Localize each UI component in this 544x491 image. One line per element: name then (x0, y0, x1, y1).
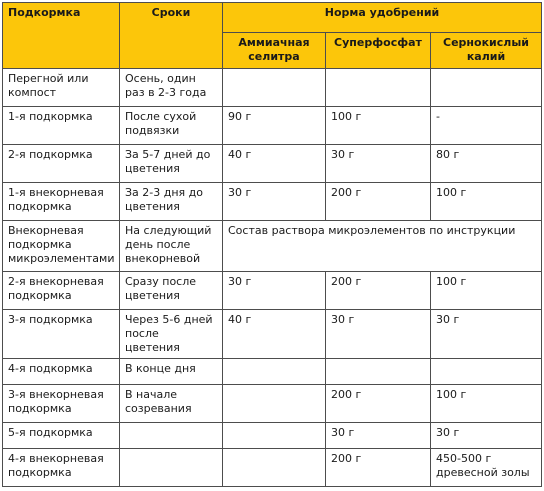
cell-superphosphate: 200 г (326, 448, 431, 486)
cell-potassium-sulfate: 100 г (431, 183, 542, 221)
cell-timing: Осень, один раз в 2-3 года (120, 69, 223, 107)
cell-ammonium-nitrate (223, 384, 326, 422)
cell-ammonium-nitrate: 30 г (223, 183, 326, 221)
cell-feeding: 2-я подкормка (3, 145, 120, 183)
cell-potassium-sulfate: 80 г (431, 145, 542, 183)
cell-ammonium-nitrate (223, 69, 326, 107)
cell-potassium-sulfate: 450-500 г древесной золы (431, 448, 542, 486)
header-ammonium-nitrate: Аммиачная селитра (223, 33, 326, 69)
cell-feeding: 4-я внекорневая подкормка (3, 448, 120, 486)
header-superphosphate: Суперфосфат (326, 33, 431, 69)
cell-feeding: 5-я подкормка (3, 423, 120, 449)
cell-ammonium-nitrate: 30 г (223, 271, 326, 309)
cell-timing (120, 448, 223, 486)
cell-timing: На следующий день после внекорневой (120, 221, 223, 271)
cell-superphosphate (326, 359, 431, 385)
table-row (3, 145, 542, 183)
cell-ammonium-nitrate: 90 г (223, 107, 326, 145)
cell-ammonium-nitrate (223, 359, 326, 385)
cell-potassium-sulfate: 100 г (431, 271, 542, 309)
fertilizer-table (2, 2, 542, 487)
cell-ammonium-nitrate: 40 г (223, 309, 326, 358)
cell-superphosphate (326, 69, 431, 107)
cell-superphosphate: 30 г (326, 145, 431, 183)
table-row (3, 107, 542, 145)
cell-potassium-sulfate (431, 69, 542, 107)
cell-feeding: Внекорневая подкормка микроэлементами (3, 221, 120, 271)
cell-superphosphate: 200 г (326, 271, 431, 309)
cell-timing (120, 423, 223, 449)
cell-timing: За 2-3 дня до цветения (120, 183, 223, 221)
cell-potassium-sulfate: 100 г (431, 384, 542, 422)
table-row (3, 271, 542, 309)
table-header (3, 3, 542, 69)
table-row (3, 183, 542, 221)
cell-potassium-sulfate: 30 г (431, 423, 542, 449)
header-timing: Сроки (120, 3, 223, 69)
table-row (3, 423, 542, 449)
cell-timing: Сразу после цветения (120, 271, 223, 309)
header-fertilizer-norm: Норма удобрений (223, 3, 542, 33)
table-row (3, 69, 542, 107)
cell-timing: Через 5-6 дней после цветения (120, 309, 223, 358)
cell-feeding: 2-я внекорневая подкормка (3, 271, 120, 309)
cell-feeding: 4-я подкормка (3, 359, 120, 385)
table-row (3, 384, 542, 422)
cell-ammonium-nitrate (223, 423, 326, 449)
cell-potassium-sulfate (431, 359, 542, 385)
table-row (3, 448, 542, 486)
cell-superphosphate: 30 г (326, 423, 431, 449)
cell-superphosphate: 30 г (326, 309, 431, 358)
cell-potassium-sulfate: - (431, 107, 542, 145)
cell-potassium-sulfate: 30 г (431, 309, 542, 358)
header-potassium-sulfate: Сернокислый калий (431, 33, 542, 69)
table-row (3, 221, 542, 271)
cell-ammonium-nitrate: 40 г (223, 145, 326, 183)
cell-superphosphate: 100 г (326, 107, 431, 145)
cell-feeding: 1-я подкормка (3, 107, 120, 145)
cell-merged-note: Состав раствора микроэлементов по инструкции (223, 221, 542, 271)
cell-superphosphate: 200 г (326, 183, 431, 221)
cell-timing: В начале созревания (120, 384, 223, 422)
cell-superphosphate: 200 г (326, 384, 431, 422)
cell-timing: За 5-7 дней до цветения (120, 145, 223, 183)
cell-ammonium-nitrate (223, 448, 326, 486)
cell-feeding: Перегной или компост (3, 69, 120, 107)
cell-timing: После сухой подвязки (120, 107, 223, 145)
header-feeding: Подкормка (3, 3, 120, 69)
cell-feeding: 1-я внекорневая подкормка (3, 183, 120, 221)
table-row (3, 359, 542, 385)
table-row (3, 309, 542, 358)
cell-feeding: 3-я внекорневая подкормка (3, 384, 120, 422)
cell-timing: В конце дня (120, 359, 223, 385)
cell-feeding: 3-я подкормка (3, 309, 120, 358)
